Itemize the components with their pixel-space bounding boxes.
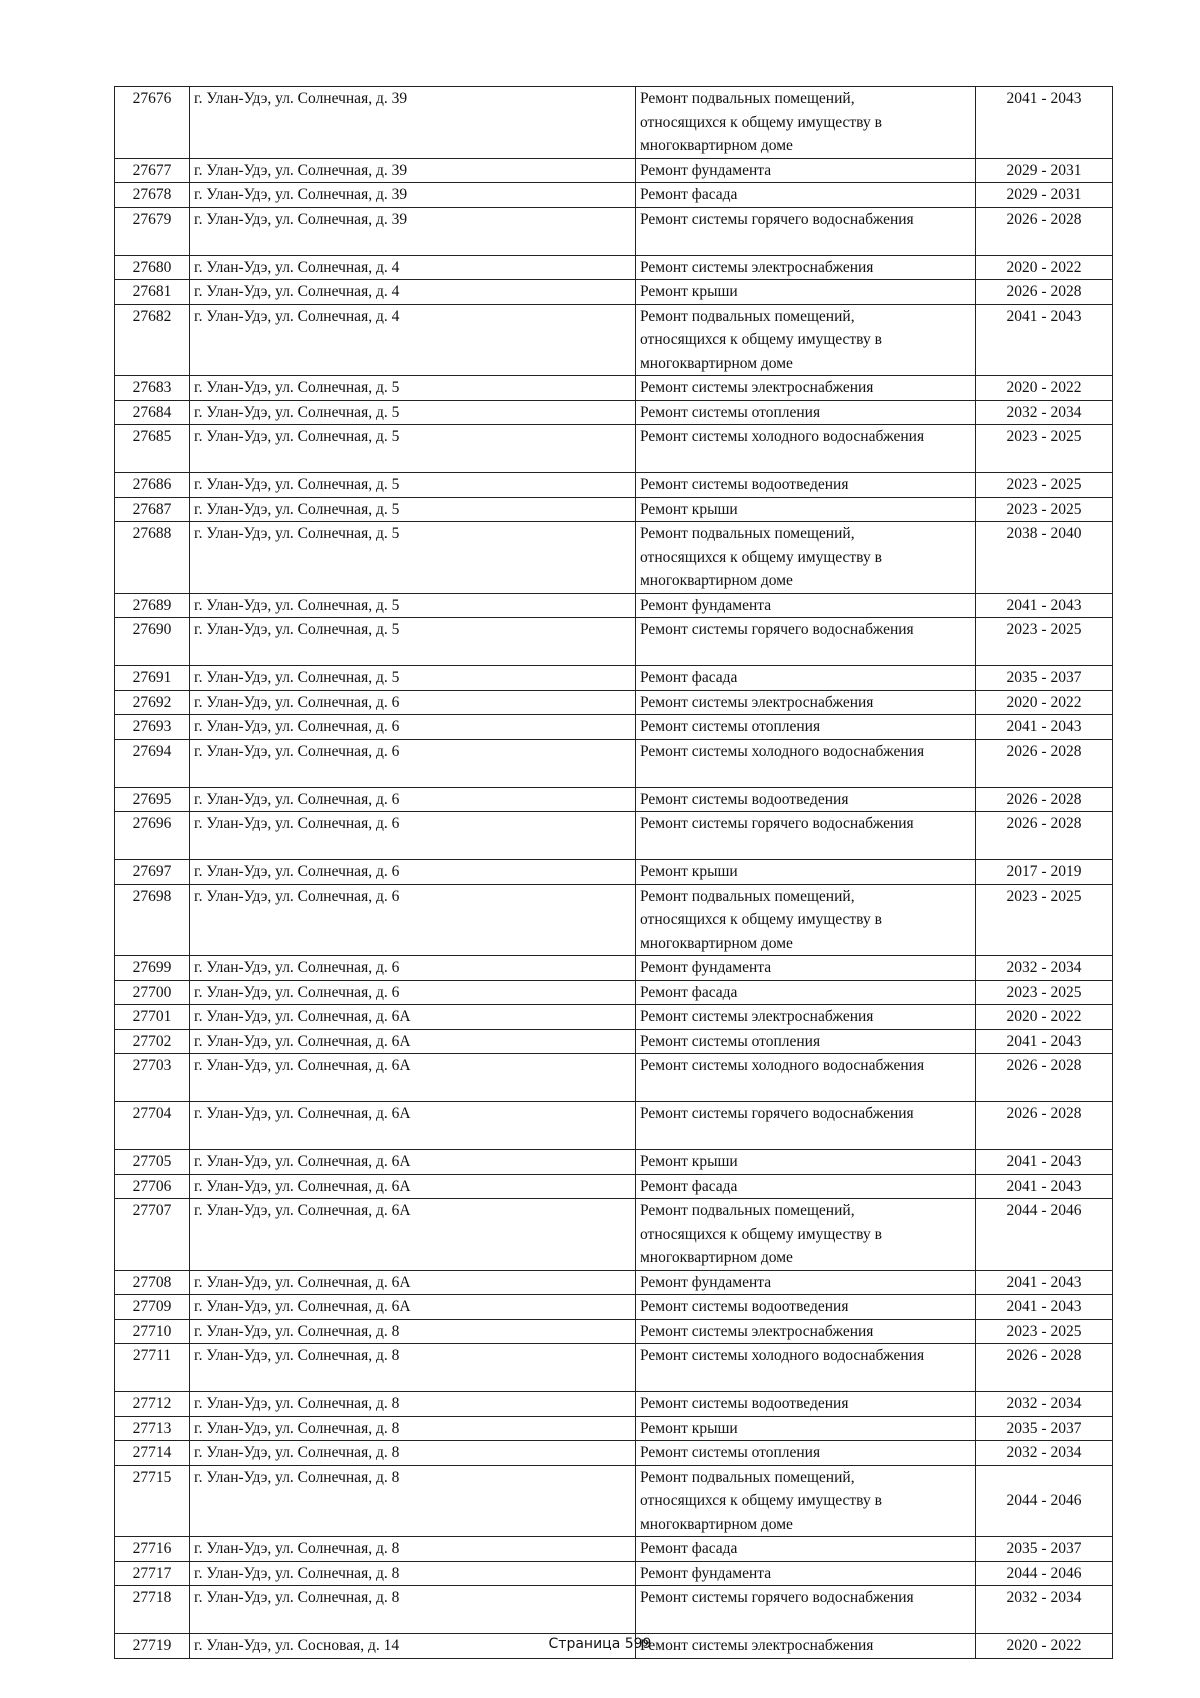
row-number: 27706 [115,1174,190,1199]
address-cell: г. Улан-Удэ, ул. Солнечная, д. 6 [190,860,636,885]
row-number: 27711 [115,1344,190,1392]
row-number: 27691 [115,666,190,691]
row-number: 27719 [115,1634,190,1659]
period-cell: 2020 - 2022 [976,1005,1113,1030]
work-type-cell: Ремонт системы отопления [636,1029,976,1054]
address-cell: г. Улан-Удэ, ул. Солнечная, д. 8 [190,1586,636,1634]
work-type-cell: Ремонт системы электроснабжения [636,1005,976,1030]
work-type-cell: Ремонт системы водоотведения [636,1392,976,1417]
address-cell: г. Улан-Удэ, ул. Солнечная, д. 6 [190,715,636,740]
address-cell: г. Улан-Удэ, ул. Солнечная, д. 8 [190,1416,636,1441]
table-row [115,376,1113,401]
table-row [115,1392,1113,1417]
work-type-cell: Ремонт фасада [636,980,976,1005]
period-cell: 2041 - 2043 [976,87,1113,159]
work-type-cell: Ремонт крыши [636,497,976,522]
address-cell: г. Улан-Удэ, ул. Солнечная, д. 39 [190,183,636,208]
table-row [115,425,1113,473]
row-number: 27684 [115,400,190,425]
table-row [115,690,1113,715]
row-number: 27700 [115,980,190,1005]
row-number: 27709 [115,1295,190,1320]
period-cell: 2041 - 2043 [976,1029,1113,1054]
period-cell: 2020 - 2022 [976,376,1113,401]
work-type-cell: Ремонт системы электроснабжения [636,376,976,401]
work-type-cell: Ремонт системы водоотведения [636,1295,976,1320]
work-type-cell: Ремонт фундамента [636,1561,976,1586]
address-cell: г. Улан-Удэ, ул. Солнечная, д. 6 [190,690,636,715]
period-cell: 2044 - 2046 [976,1199,1113,1271]
table-row [115,255,1113,280]
work-type-cell: Ремонт системы холодного водоснабжения [636,739,976,787]
address-cell: г. Улан-Удэ, ул. Солнечная, д. 5 [190,376,636,401]
work-type-cell: Ремонт системы отопления [636,715,976,740]
row-number: 27716 [115,1537,190,1562]
address-cell: г. Улан-Удэ, ул. Солнечная, д. 5 [190,618,636,666]
work-type-cell: Ремонт фундамента [636,158,976,183]
table-row [115,183,1113,208]
table-row [115,1561,1113,1586]
period-cell: 2020 - 2022 [976,690,1113,715]
address-cell: г. Улан-Удэ, ул. Солнечная, д. 6 [190,787,636,812]
row-number: 27705 [115,1150,190,1175]
period-cell: 2032 - 2034 [976,1441,1113,1466]
row-number: 27676 [115,87,190,159]
period-cell: 2020 - 2022 [976,1634,1113,1659]
address-cell: г. Улан-Удэ, ул. Солнечная, д. 5 [190,425,636,473]
address-cell: г. Улан-Удэ, ул. Солнечная, д. 39 [190,87,636,159]
work-type-cell: Ремонт крыши [636,280,976,305]
row-number: 27685 [115,425,190,473]
row-number: 27703 [115,1054,190,1102]
address-cell: г. Улан-Удэ, ул. Солнечная, д. 6А [190,1199,636,1271]
row-number: 27712 [115,1392,190,1417]
address-cell: г. Улан-Удэ, ул. Солнечная, д. 8 [190,1561,636,1586]
row-number: 27699 [115,956,190,981]
address-cell: г. Улан-Удэ, ул. Солнечная, д. 6А [190,1150,636,1175]
table-row [115,860,1113,885]
address-cell: г. Улан-Удэ, ул. Солнечная, д. 6 [190,812,636,860]
table-row [115,304,1113,376]
work-type-cell: Ремонт фундамента [636,593,976,618]
row-number: 27696 [115,812,190,860]
period-cell: 2026 - 2028 [976,787,1113,812]
address-cell: г. Улан-Удэ, ул. Солнечная, д. 6А [190,1174,636,1199]
table-row [115,715,1113,740]
address-cell: г. Улан-Удэ, ул. Солнечная, д. 8 [190,1392,636,1417]
period-cell: 2044 - 2046 [976,1561,1113,1586]
period-cell: 2023 - 2025 [976,618,1113,666]
table-row [115,497,1113,522]
table-row [115,1295,1113,1320]
table-row [115,207,1113,255]
period-cell: 2023 - 2025 [976,884,1113,956]
address-cell: г. Улан-Удэ, ул. Солнечная, д. 6А [190,1270,636,1295]
table-row [115,1344,1113,1392]
address-cell: г. Улан-Удэ, ул. Солнечная, д. 8 [190,1344,636,1392]
address-cell: г. Улан-Удэ, ул. Солнечная, д. 39 [190,158,636,183]
row-number: 27689 [115,593,190,618]
address-cell: г. Улан-Удэ, ул. Солнечная, д. 6 [190,980,636,1005]
table-row [115,1465,1113,1537]
row-number: 27702 [115,1029,190,1054]
row-number: 27692 [115,690,190,715]
table-row [115,1416,1113,1441]
address-cell: г. Улан-Удэ, ул. Солнечная, д. 6 [190,739,636,787]
period-cell: 2026 - 2028 [976,812,1113,860]
work-type-cell: Ремонт фасада [636,1537,976,1562]
work-type-cell: Ремонт системы холодного водоснабжения [636,1054,976,1102]
work-type-cell: Ремонт фундамента [636,956,976,981]
work-type-cell: Ремонт системы электроснабжения [636,690,976,715]
period-cell: 2023 - 2025 [976,473,1113,498]
period-cell: 2035 - 2037 [976,1537,1113,1562]
table-row [115,787,1113,812]
row-number: 27708 [115,1270,190,1295]
row-number: 27677 [115,158,190,183]
row-number: 27681 [115,280,190,305]
table-row [115,1537,1113,1562]
work-type-cell: Ремонт системы горячего водоснабжения [636,207,976,255]
address-cell: г. Улан-Удэ, ул. Солнечная, д. 5 [190,473,636,498]
row-number: 27683 [115,376,190,401]
row-number: 27686 [115,473,190,498]
period-cell: 2026 - 2028 [976,1054,1113,1102]
period-cell: 2032 - 2034 [976,400,1113,425]
row-number: 27707 [115,1199,190,1271]
work-type-cell: Ремонт подвальных помещений, относящихся к общему имуществу в многоквартирном доме [636,1465,976,1537]
address-cell: г. Улан-Удэ, ул. Солнечная, д. 5 [190,666,636,691]
period-cell: 2041 - 2043 [976,1174,1113,1199]
period-cell: 2041 - 2043 [976,593,1113,618]
address-cell: г. Улан-Удэ, ул. Солнечная, д. 6А [190,1029,636,1054]
work-type-cell: Ремонт системы отопления [636,1441,976,1466]
period-cell: 2041 - 2043 [976,1150,1113,1175]
row-number: 27678 [115,183,190,208]
table-row [115,1319,1113,1344]
row-number: 27713 [115,1416,190,1441]
work-type-cell: Ремонт фасада [636,1174,976,1199]
work-type-cell: Ремонт фасада [636,183,976,208]
work-type-cell: Ремонт системы холодного водоснабжения [636,425,976,473]
work-type-cell: Ремонт подвальных помещений, относящихся к общему имуществу в многоквартирном доме [636,522,976,594]
row-number: 27680 [115,255,190,280]
row-number: 27695 [115,787,190,812]
work-type-cell: Ремонт системы отопления [636,400,976,425]
table-row [115,956,1113,981]
row-number: 27704 [115,1102,190,1150]
address-cell: г. Улан-Удэ, ул. Сосновая, д. 14 [190,1634,636,1659]
work-type-cell: Ремонт системы электроснабжения [636,1634,976,1659]
work-type-cell: Ремонт подвальных помещений, относящихся к общему имуществу в многоквартирном доме [636,884,976,956]
address-cell: г. Улан-Удэ, ул. Солнечная, д. 5 [190,400,636,425]
work-type-cell: Ремонт системы горячего водоснабжения [636,618,976,666]
period-cell: 2029 - 2031 [976,158,1113,183]
work-type-cell: Ремонт фундамента [636,1270,976,1295]
table-row [115,1029,1113,1054]
row-number: 27694 [115,739,190,787]
address-cell: г. Улан-Удэ, ул. Солнечная, д. 8 [190,1465,636,1537]
period-cell: 2026 - 2028 [976,739,1113,787]
address-cell: г. Улан-Удэ, ул. Солнечная, д. 5 [190,497,636,522]
row-number: 27718 [115,1586,190,1634]
period-cell: 2029 - 2031 [976,183,1113,208]
table-row [115,1441,1113,1466]
period-cell: 2026 - 2028 [976,1102,1113,1150]
row-number: 27690 [115,618,190,666]
table-row [115,812,1113,860]
table-row [115,1586,1113,1634]
row-number: 27714 [115,1441,190,1466]
address-cell: г. Улан-Удэ, ул. Солнечная, д. 5 [190,593,636,618]
period-cell: 2023 - 2025 [976,1319,1113,1344]
row-number: 27688 [115,522,190,594]
address-cell: г. Улан-Удэ, ул. Солнечная, д. 5 [190,522,636,594]
work-type-cell: Ремонт подвальных помещений, относящихся к общему имуществу в многоквартирном доме [636,304,976,376]
period-cell: 2044 - 2046 [976,1465,1113,1537]
period-cell: 2023 - 2025 [976,497,1113,522]
period-cell: 2038 - 2040 [976,522,1113,594]
table-row [115,1199,1113,1271]
table-row [115,1054,1113,1102]
work-type-cell: Ремонт подвальных помещений, относящихся к общему имуществу в многоквартирном доме [636,87,976,159]
address-cell: г. Улан-Удэ, ул. Солнечная, д. 4 [190,255,636,280]
table-row [115,1005,1113,1030]
period-cell: 2023 - 2025 [976,425,1113,473]
address-cell: г. Улан-Удэ, ул. Солнечная, д. 6 [190,884,636,956]
work-type-cell: Ремонт системы водоотведения [636,787,976,812]
period-cell: 2017 - 2019 [976,860,1113,885]
period-cell: 2035 - 2037 [976,1416,1113,1441]
period-cell: 2026 - 2028 [976,280,1113,305]
row-number: 27682 [115,304,190,376]
work-type-cell: Ремонт крыши [636,860,976,885]
work-type-cell: Ремонт системы горячего водоснабжения [636,1102,976,1150]
work-type-cell: Ремонт фасада [636,666,976,691]
table-row [115,522,1113,594]
row-number: 27697 [115,860,190,885]
table-row [115,1102,1113,1150]
work-type-cell: Ремонт системы холодного водоснабжения [636,1344,976,1392]
table-body [115,87,1113,1659]
row-number: 27679 [115,207,190,255]
work-type-cell: Ремонт системы горячего водоснабжения [636,812,976,860]
work-type-cell: Ремонт системы водоотведения [636,473,976,498]
row-number: 27687 [115,497,190,522]
work-type-cell: Ремонт подвальных помещений, относящихся к общему имуществу в многоквартирном доме [636,1199,976,1271]
work-type-cell: Ремонт системы электроснабжения [636,1319,976,1344]
table-row [115,618,1113,666]
table-row [115,87,1113,159]
table-row [115,473,1113,498]
row-number: 27715 [115,1465,190,1537]
period-cell: 2041 - 2043 [976,715,1113,740]
row-number: 27698 [115,884,190,956]
table-row [115,1174,1113,1199]
period-cell: 2035 - 2037 [976,666,1113,691]
table-row [115,1270,1113,1295]
period-cell: 2020 - 2022 [976,255,1113,280]
address-cell: г. Улан-Удэ, ул. Солнечная, д. 6А [190,1295,636,1320]
table-row [115,884,1113,956]
address-cell: г. Улан-Удэ, ул. Солнечная, д. 4 [190,304,636,376]
work-type-cell: Ремонт крыши [636,1416,976,1441]
row-number: 27710 [115,1319,190,1344]
period-cell: 2041 - 2043 [976,1270,1113,1295]
address-cell: г. Улан-Удэ, ул. Солнечная, д. 8 [190,1441,636,1466]
table-row [115,1150,1113,1175]
page-number: Страница 599 [548,1636,652,1652]
address-cell: г. Улан-Удэ, ул. Солнечная, д. 4 [190,280,636,305]
row-number: 27693 [115,715,190,740]
table-row [115,280,1113,305]
address-cell: г. Улан-Удэ, ул. Солнечная, д. 6А [190,1102,636,1150]
period-cell: 2041 - 2043 [976,1295,1113,1320]
work-type-cell: Ремонт крыши [636,1150,976,1175]
work-type-cell: Ремонт системы горячего водоснабжения [636,1586,976,1634]
address-cell: г. Улан-Удэ, ул. Солнечная, д. 8 [190,1319,636,1344]
address-cell: г. Улан-Удэ, ул. Солнечная, д. 6А [190,1054,636,1102]
repair-schedule-table [114,86,1113,1659]
table-row [115,739,1113,787]
row-number: 27701 [115,1005,190,1030]
period-cell: 2026 - 2028 [976,207,1113,255]
table-row [115,593,1113,618]
address-cell: г. Улан-Удэ, ул. Солнечная, д. 6 [190,956,636,981]
period-cell: 2023 - 2025 [976,980,1113,1005]
period-cell: 2041 - 2043 [976,304,1113,376]
period-cell: 2032 - 2034 [976,1586,1113,1634]
period-cell: 2032 - 2034 [976,1392,1113,1417]
period-cell: 2026 - 2028 [976,1344,1113,1392]
address-cell: г. Улан-Удэ, ул. Солнечная, д. 8 [190,1537,636,1562]
table-row [115,158,1113,183]
table-row [115,980,1113,1005]
table-row [115,400,1113,425]
period-cell: 2032 - 2034 [976,956,1113,981]
row-number: 27717 [115,1561,190,1586]
table-row [115,666,1113,691]
address-cell: г. Улан-Удэ, ул. Солнечная, д. 39 [190,207,636,255]
work-type-cell: Ремонт системы электроснабжения [636,255,976,280]
address-cell: г. Улан-Удэ, ул. Солнечная, д. 6А [190,1005,636,1030]
